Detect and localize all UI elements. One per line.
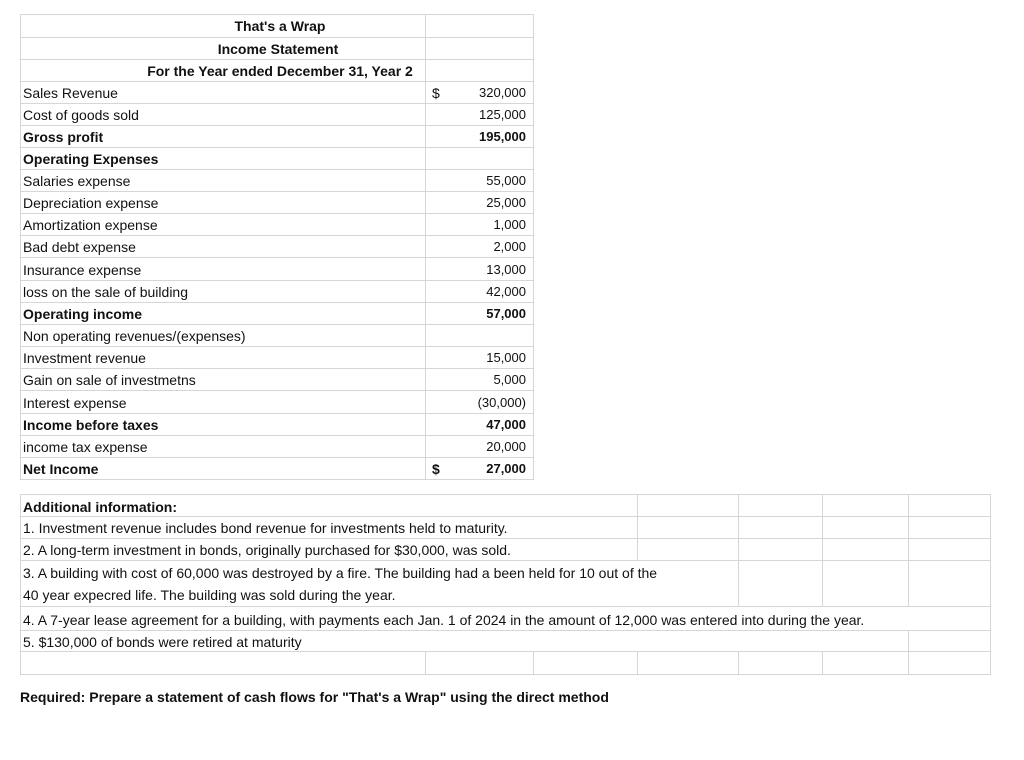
grid-line bbox=[20, 280, 534, 281]
grid-line bbox=[20, 435, 534, 436]
row-label: Operating Expenses bbox=[23, 151, 159, 167]
row-value: 27,000 bbox=[486, 461, 526, 476]
grid-line bbox=[20, 191, 534, 192]
required-instruction: Required: Prepare a statement of cash flows for "That's a Wrap" using the direct method bbox=[20, 689, 609, 705]
currency-symbol: $ bbox=[432, 461, 440, 477]
row-label: Depreciation expense bbox=[23, 195, 159, 211]
grid-line bbox=[533, 651, 534, 674]
grid-line bbox=[20, 538, 991, 539]
row-value: 1,000 bbox=[493, 217, 526, 232]
row-value: 20,000 bbox=[486, 439, 526, 454]
grid-line bbox=[425, 651, 426, 674]
grid-line bbox=[822, 651, 823, 674]
grid-line bbox=[20, 494, 21, 674]
row-label: Amortization expense bbox=[23, 217, 158, 233]
row-value: 125,000 bbox=[479, 107, 526, 122]
row-label: Gross profit bbox=[23, 129, 104, 145]
row-label: Operating income bbox=[23, 306, 143, 322]
grid-line bbox=[738, 651, 739, 674]
grid-line bbox=[908, 630, 909, 674]
grid-line bbox=[20, 413, 534, 414]
row-value: (30,000) bbox=[477, 395, 526, 410]
grid-line bbox=[908, 494, 909, 606]
additional-info-item: 2. A long-term investment in bonds, originally purchased for $30,000, was sold. bbox=[23, 542, 511, 558]
grid-line bbox=[20, 457, 534, 458]
statement-period: For the Year ended December 31, Year 2 bbox=[147, 63, 413, 79]
additional-info-item: 1. Investment revenue includes bond revenue for investments held to maturity. bbox=[23, 520, 508, 536]
grid-line bbox=[20, 81, 534, 82]
grid-line bbox=[20, 368, 534, 369]
grid-line bbox=[20, 213, 534, 214]
row-value: 195,000 bbox=[479, 129, 526, 144]
grid-line bbox=[20, 494, 991, 495]
grid-line bbox=[20, 324, 534, 325]
additional-info-item: 4. A 7-year lease agreement for a building, with payments each Jan. 1 of 2024 in the amount of 12,000 was entered into during the year. bbox=[23, 612, 865, 628]
grid-line bbox=[20, 37, 534, 38]
row-value: 320,000 bbox=[479, 85, 526, 100]
row-label: Net Income bbox=[23, 461, 99, 477]
grid-line bbox=[20, 59, 534, 60]
grid-line bbox=[20, 674, 991, 675]
grid-line bbox=[738, 494, 739, 606]
row-label: Gain on sale of investmetns bbox=[23, 372, 196, 388]
row-label: loss on the sale of building bbox=[23, 284, 188, 300]
row-value: 42,000 bbox=[486, 284, 526, 299]
grid-line bbox=[822, 494, 823, 606]
row-label: Investment revenue bbox=[23, 350, 146, 366]
grid-line bbox=[20, 14, 534, 15]
row-value: 13,000 bbox=[486, 262, 526, 277]
row-label: Cost of goods sold bbox=[23, 107, 139, 123]
grid-line bbox=[20, 560, 991, 561]
row-label: Non operating revenues/(expenses) bbox=[23, 328, 246, 344]
row-label: Bad debt expense bbox=[23, 239, 136, 255]
grid-line bbox=[20, 651, 991, 652]
grid-line bbox=[20, 479, 534, 480]
grid-line bbox=[20, 169, 534, 170]
additional-info-heading: Additional information: bbox=[23, 499, 177, 515]
row-value: 15,000 bbox=[486, 350, 526, 365]
row-value: 57,000 bbox=[486, 306, 526, 321]
grid-line bbox=[20, 390, 534, 391]
grid-line bbox=[20, 302, 534, 303]
grid-line bbox=[20, 606, 991, 607]
row-label: Interest expense bbox=[23, 395, 127, 411]
additional-info-item: 5. $130,000 of bonds were retired at maturity bbox=[23, 634, 302, 650]
row-value: 47,000 bbox=[486, 417, 526, 432]
grid-line bbox=[20, 14, 21, 480]
row-label: Income before taxes bbox=[23, 417, 159, 433]
currency-symbol: $ bbox=[432, 85, 440, 101]
grid-line bbox=[20, 516, 991, 517]
row-value: 5,000 bbox=[493, 372, 526, 387]
row-label: Salaries expense bbox=[23, 173, 131, 189]
grid-line bbox=[20, 257, 534, 258]
row-label: Sales Revenue bbox=[23, 85, 118, 101]
grid-line bbox=[20, 235, 534, 236]
grid-line bbox=[20, 630, 991, 631]
grid-line bbox=[20, 346, 534, 347]
additional-info-item: 40 year expecred life. The building was sold during the year. bbox=[23, 587, 396, 603]
row-label: income tax expense bbox=[23, 439, 148, 455]
company-title: That's a Wrap bbox=[234, 18, 326, 34]
grid-line bbox=[425, 14, 426, 480]
statement-title: Income Statement bbox=[217, 41, 339, 57]
grid-line bbox=[637, 494, 638, 560]
grid-line bbox=[990, 494, 991, 674]
row-value: 55,000 bbox=[486, 173, 526, 188]
grid-line bbox=[20, 125, 534, 126]
additional-info-item: 3. A building with cost of 60,000 was destroyed by a fire. The building had a been held for 10 out of the bbox=[23, 565, 658, 581]
grid-line bbox=[533, 14, 534, 480]
row-label: Insurance expense bbox=[23, 262, 142, 278]
row-value: 2,000 bbox=[493, 239, 526, 254]
grid-line bbox=[20, 103, 534, 104]
row-value: 25,000 bbox=[486, 195, 526, 210]
grid-line bbox=[20, 147, 534, 148]
grid-line bbox=[637, 651, 638, 674]
